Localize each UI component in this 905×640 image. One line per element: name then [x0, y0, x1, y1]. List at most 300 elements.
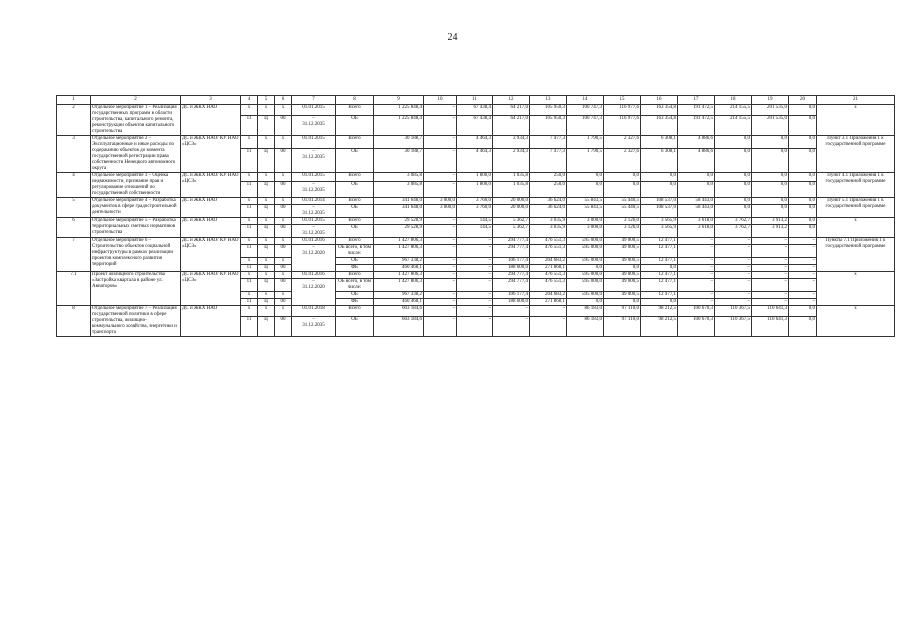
amount-col-19: 0,0 — [752, 136, 789, 149]
amount-col-14: 595 000,0 — [567, 279, 604, 292]
amount-col-19: 201 535,0 — [752, 115, 789, 135]
amount-col-18: – — [715, 258, 752, 265]
code-program: х — [258, 218, 275, 225]
amount-col-20: 0,0 — [789, 105, 817, 116]
amount-col-15: 116 977,6 — [604, 115, 641, 135]
amount-col-16: 6 308,1 — [641, 136, 678, 149]
funding-source: Всего — [336, 218, 374, 225]
amount-col-11: 3 760,0 — [457, 198, 493, 205]
period-cell: 01.01.2016 — [292, 238, 336, 245]
amount-col-15: 116 977,6 — [604, 105, 641, 116]
amount-col-14: 0,0 — [567, 173, 604, 182]
amount-col-17: 3 618,0 — [678, 225, 715, 238]
amount-col-12: 64 217,0 — [493, 105, 530, 116]
amount-col-10: – — [424, 272, 457, 279]
amount-col-9: 29 528,9 — [374, 225, 424, 238]
amount-col-9: 1 427 806,3 — [374, 238, 424, 245]
table-row — [57, 136, 895, 149]
code-program: х — [258, 306, 275, 317]
amount-col-11: – — [457, 292, 493, 299]
executor: ДС и ЖКХ НАО — [181, 306, 241, 337]
amount-col-16: 3 565,9 — [641, 225, 678, 238]
period-cell: – 31.12.2035 — [292, 115, 336, 135]
amount-col-12: – — [493, 316, 530, 336]
amount-col-11: – — [457, 316, 493, 336]
funding-source: Всего — [336, 105, 374, 116]
amount-col-15: 2 327,6 — [604, 136, 641, 149]
amount-col-9: 967 338,2 — [374, 258, 424, 265]
row-number: 5 — [57, 198, 91, 218]
column-number-12: 12 — [493, 96, 530, 105]
period-cell: – 31.12.2035 — [292, 148, 336, 172]
amount-col-18: – — [715, 272, 752, 279]
amount-col-14: 595 000,0 — [567, 258, 604, 265]
code-subprogram: х — [275, 306, 292, 317]
row-number: 4 — [57, 173, 91, 198]
amount-col-18: 214 155,5 — [715, 115, 752, 135]
budget-table — [56, 95, 895, 337]
amount-col-19: 201 535,0 — [752, 105, 789, 116]
code-subprogram: 00 — [275, 148, 292, 172]
amount-col-9: 341 648,0 — [374, 198, 424, 205]
amount-col-16: 0,0 — [641, 265, 678, 272]
code-subprogram: 00 — [275, 225, 292, 238]
amount-col-20: 0,0 — [789, 218, 817, 225]
amount-col-11: 144,5 — [457, 225, 493, 238]
amount-col-10: – — [424, 173, 457, 182]
amount-col-20: – — [789, 238, 817, 245]
amount-col-16: 12 477,1 — [641, 279, 678, 292]
executor: ДС и ЖКХ НАО — [181, 198, 241, 218]
column-number-17: 17 — [678, 96, 715, 105]
amount-col-20: 0,0 — [789, 316, 817, 336]
code-program: х — [258, 198, 275, 205]
code-section: 11 — [241, 265, 258, 272]
amount-col-12: 64 217,0 — [493, 115, 530, 135]
amount-col-16: 108 537,0 — [641, 205, 678, 218]
column-number-16: 16 — [641, 96, 678, 105]
amount-col-12: 5 362,7 — [493, 225, 530, 238]
period-cell: – 31.12.2035 — [292, 205, 336, 218]
amount-col-17: – — [678, 272, 715, 279]
amount-col-18: – — [715, 238, 752, 245]
amount-col-16: 12 477,1 — [641, 245, 678, 258]
amount-col-19: – — [752, 258, 789, 265]
amount-col-13: 7 477,3 — [530, 136, 567, 149]
amount-col-17: – — [678, 238, 715, 245]
code-subprogram: 00 — [275, 279, 292, 292]
code-section: х — [241, 173, 258, 182]
amount-col-16: 12 477,1 — [641, 238, 678, 245]
period-cell: – 31.12.2020 — [292, 245, 336, 272]
funding-source: Всего — [336, 173, 374, 182]
table-row — [57, 105, 895, 116]
amount-col-18: 0,0 — [715, 136, 752, 149]
amount-col-14: 100 747,3 — [567, 115, 604, 135]
code-program: Ц — [258, 205, 275, 218]
amount-col-20: – — [789, 258, 817, 265]
note: Пункт 3.1 Приложения 1 к государственной программе — [817, 136, 895, 173]
amount-col-9: 1 427 806,3 — [374, 272, 424, 279]
amount-col-15: 49 000,5 — [604, 245, 641, 258]
amount-col-11: – — [457, 299, 493, 306]
amount-col-15: 0,0 — [604, 265, 641, 272]
code-section: 11 — [241, 205, 258, 218]
amount-col-17: – — [678, 258, 715, 265]
amount-col-16: 0,0 — [641, 299, 678, 306]
column-number-2: 2 — [91, 96, 181, 105]
amount-col-20: 0,0 — [789, 225, 817, 238]
amount-col-9: 30 188,7 — [374, 148, 424, 172]
amount-col-11: – — [457, 258, 493, 265]
code-subprogram: х — [275, 105, 292, 116]
amount-col-13: 476 551,3 — [530, 279, 567, 292]
table-row — [57, 218, 895, 225]
amount-col-11: – — [457, 279, 493, 292]
event-name: Отдельное мероприятие 3 – Оценка недвижимости, признание прав и регулирование отношений по государственной собственности — [91, 173, 181, 198]
amount-col-16: 98 212,5 — [641, 316, 678, 336]
amount-col-15: 49 000,5 — [604, 292, 641, 299]
amount-col-11: – — [457, 272, 493, 279]
amount-col-12: 188 600,0 — [493, 265, 530, 272]
amount-col-11: – — [457, 238, 493, 245]
funding-source: ОБ — [336, 148, 374, 172]
code-section: х — [241, 218, 258, 225]
amount-col-10: – — [424, 238, 457, 245]
amount-col-19: 3 913,2 — [752, 218, 789, 225]
amount-col-12: 294 777,4 — [493, 272, 530, 279]
amount-col-13: – — [530, 306, 567, 317]
amount-col-16: 12 477,1 — [641, 292, 678, 299]
code-section: х — [241, 258, 258, 265]
row-number: 8 — [57, 306, 91, 337]
amount-col-20: 0,0 — [789, 205, 817, 218]
column-number-5: 5 — [258, 96, 275, 105]
code-program: х — [258, 105, 275, 116]
amount-col-12: 294 777,4 — [493, 245, 530, 258]
code-section: х — [241, 105, 258, 116]
amount-col-9: 30 188,7 — [374, 136, 424, 149]
amount-col-9: 3 085,8 — [374, 181, 424, 197]
amount-col-15: 49 000,5 — [604, 272, 641, 279]
amount-col-19: 0,0 — [752, 173, 789, 182]
amount-col-18: 3 762,7 — [715, 225, 752, 238]
budget-table-body — [57, 96, 895, 337]
funding-source: Всего — [336, 238, 374, 245]
code-section: х — [241, 272, 258, 279]
amount-col-18: – — [715, 245, 752, 258]
amount-col-20: – — [789, 279, 817, 292]
code-section: 11 — [241, 299, 258, 306]
code-section: 11 — [241, 279, 258, 292]
row-number: 7.1 — [57, 272, 91, 306]
amount-col-9: 3 085,8 — [374, 173, 424, 182]
code-program: Ц — [258, 279, 275, 292]
amount-col-17: 191 472,5 — [678, 105, 715, 116]
funding-source: Всего — [336, 136, 374, 149]
amount-col-16: 0,0 — [641, 181, 678, 197]
code-program: х — [258, 136, 275, 149]
amount-col-20: 0,0 — [789, 181, 817, 197]
amount-col-14: 1 790,5 — [567, 148, 604, 172]
amount-col-9: 1 427 806,3 — [374, 279, 424, 292]
executor: ДС и ЖКХ НАО — [181, 218, 241, 238]
note: Пункты 7.1 Приложения 1 к государственной программе — [817, 238, 895, 272]
amount-col-10: – — [424, 299, 457, 306]
code-subprogram: 00 — [275, 245, 292, 258]
amount-col-20: – — [789, 292, 817, 299]
amount-col-16: 163 354,8 — [641, 115, 678, 135]
code-section: 11 — [241, 316, 258, 336]
code-subprogram: х — [275, 292, 292, 299]
amount-col-18: 0,0 — [715, 198, 752, 205]
funding-source: ОБ всего, в том числе: — [336, 279, 374, 292]
amount-col-15: 0,0 — [604, 173, 641, 182]
amount-col-14: 1 790,5 — [567, 136, 604, 149]
amount-col-10: 3 000,0 — [424, 198, 457, 205]
amount-col-10: – — [424, 292, 457, 299]
row-number: 6 — [57, 218, 91, 238]
amount-col-10: 3 000,0 — [424, 205, 457, 218]
amount-col-20: 0,0 — [789, 173, 817, 182]
amount-col-16: 6 308,1 — [641, 148, 678, 172]
amount-col-19: 3 913,2 — [752, 225, 789, 238]
amount-col-10: – — [424, 306, 457, 317]
funding-source: Всего — [336, 306, 374, 317]
code-program: Ц — [258, 115, 275, 135]
event-name: Отдельное мероприятие 1 – Реализация государственных программ в области строительства, капитального ремонта, реконструкции объектов капитального строительства — [91, 105, 181, 136]
amount-col-20: 0,0 — [789, 198, 817, 205]
amount-col-20: 0,0 — [789, 136, 817, 149]
amount-col-9: 460 468,1 — [374, 265, 424, 272]
amount-col-10: – — [424, 279, 457, 292]
code-section: х — [241, 136, 258, 149]
code-subprogram: 00 — [275, 205, 292, 218]
funding-source: Всего — [336, 198, 374, 205]
amount-col-17: 100 670,3 — [678, 306, 715, 317]
row-number: 7 — [57, 238, 91, 272]
column-number-6: 6 — [275, 96, 292, 105]
amount-col-20: – — [789, 299, 817, 306]
amount-col-18: 3 762,7 — [715, 218, 752, 225]
amount-col-20: 0,0 — [789, 148, 817, 172]
code-subprogram: х — [275, 258, 292, 265]
amount-col-19: 0,0 — [752, 198, 789, 205]
amount-col-9: 967 338,2 — [374, 292, 424, 299]
amount-col-14: 595 000,0 — [567, 272, 604, 279]
amount-col-18: – — [715, 279, 752, 292]
executor: ДС и ЖКХ НАО/ КУ НАО «ЦСЗ» — [181, 238, 241, 272]
amount-col-10: – — [424, 265, 457, 272]
funding-source: ОБ — [336, 181, 374, 197]
amount-col-15: 0,0 — [604, 299, 641, 306]
executor: ДС и ЖКХ НАО — [181, 105, 241, 136]
code-subprogram: х — [275, 173, 292, 182]
event-name: Отдельное мероприятие 7 – Реализация государственной политики в сфере строительства, жилищно-коммунального хозяйства, энергетики и транспорта — [91, 306, 181, 337]
amount-col-13: 476 551,3 — [530, 245, 567, 258]
event-name: Проект жилищного строительства «Застройка квартала в районе ул. Авиаторов» — [91, 272, 181, 306]
amount-col-14: 595 000,0 — [567, 238, 604, 245]
code-program: Ц — [258, 316, 275, 336]
amount-col-10: – — [424, 181, 457, 197]
code-section: х — [241, 238, 258, 245]
amount-col-11: – — [457, 245, 493, 258]
amount-col-10: – — [424, 316, 457, 336]
amount-col-11: – — [457, 306, 493, 317]
period-cell: 01.01.2016 — [292, 272, 336, 279]
amount-col-12: 294 777,4 — [493, 279, 530, 292]
note: х — [817, 306, 895, 337]
amount-col-12: 2 934,3 — [493, 148, 530, 172]
amount-col-15: 97 110,0 — [604, 316, 641, 336]
period-cell: – 31.12.2035 — [292, 225, 336, 238]
amount-col-14: 0,0 — [567, 265, 604, 272]
code-subprogram: х — [275, 136, 292, 149]
amount-col-11: 4 464,3 — [457, 148, 493, 172]
amount-col-10: – — [424, 258, 457, 265]
amount-col-19: – — [752, 265, 789, 272]
column-number-15: 15 — [604, 96, 641, 105]
amount-col-9: 1 225 848,4 — [374, 115, 424, 135]
amount-col-12: 1 035,8 — [493, 173, 530, 182]
amount-col-19: 110 641,3 — [752, 316, 789, 336]
column-number-3: 3 — [181, 96, 241, 105]
amount-col-10: – — [424, 105, 457, 116]
column-number-1: 1 — [57, 96, 91, 105]
code-section: 11 — [241, 148, 258, 172]
amount-col-17: 0,0 — [678, 181, 715, 197]
amount-col-12: – — [493, 306, 530, 317]
amount-col-14: 55 843,5 — [567, 198, 604, 205]
code-section: х — [241, 198, 258, 205]
amount-col-12: 188 600,0 — [493, 299, 530, 306]
amount-col-18: 0,0 — [715, 205, 752, 218]
code-program: х — [258, 258, 275, 265]
amount-col-15: 97 110,0 — [604, 306, 641, 317]
code-section: 11 — [241, 115, 258, 135]
amount-col-19: 0,0 — [752, 205, 789, 218]
code-subprogram: х — [275, 218, 292, 225]
amount-col-13: – — [530, 316, 567, 336]
amount-col-19: – — [752, 245, 789, 258]
page-number: 24 — [447, 32, 458, 43]
amount-col-9: 341 648,0 — [374, 205, 424, 218]
amount-col-14: 3 000,0 — [567, 225, 604, 238]
amount-col-18: 214 155,5 — [715, 105, 752, 116]
amount-col-19: 0,0 — [752, 148, 789, 172]
note: Пункт 5.1 Приложения 1 к государственной программе — [817, 198, 895, 218]
budget-table-wrapper — [56, 95, 895, 337]
amount-col-19: – — [752, 272, 789, 279]
amount-col-13: 3 035,9 — [530, 225, 567, 238]
column-number-4: 4 — [241, 96, 258, 105]
amount-col-17: 58 443,0 — [678, 205, 715, 218]
amount-col-17: 100 670,3 — [678, 316, 715, 336]
amount-col-14: 86 183,0 — [567, 316, 604, 336]
amount-col-14: 595 000,0 — [567, 245, 604, 258]
amount-col-16: 163 354,8 — [641, 105, 678, 116]
table-row — [57, 272, 895, 279]
amount-col-12: 5 362,7 — [493, 218, 530, 225]
table-row — [57, 306, 895, 317]
table-row — [57, 238, 895, 245]
amount-col-13: 105 950,3 — [530, 105, 567, 116]
amount-col-15: 49 000,5 — [604, 258, 641, 265]
code-subprogram: 00 — [275, 181, 292, 197]
amount-col-13: 271 868,1 — [530, 265, 567, 272]
amount-col-10: – — [424, 115, 457, 135]
amount-col-17: – — [678, 265, 715, 272]
funding-source: ФБ — [336, 265, 374, 272]
column-number-14: 14 — [567, 96, 604, 105]
code-program: Ц — [258, 299, 275, 306]
amount-col-19: 110 641,3 — [752, 306, 789, 317]
column-number-10: 10 — [424, 96, 457, 105]
amount-col-9: 1 225 848,4 — [374, 105, 424, 116]
amount-col-10: – — [424, 148, 457, 172]
code-program: Ц — [258, 265, 275, 272]
column-number-9: 9 — [374, 96, 424, 105]
code-program: х — [258, 272, 275, 279]
amount-col-11: 67 438,4 — [457, 105, 493, 116]
amount-col-15: 3 126,0 — [604, 225, 641, 238]
amount-col-13: 204 683,2 — [530, 258, 567, 265]
amount-col-19: – — [752, 299, 789, 306]
amount-col-12: 20 000,0 — [493, 205, 530, 218]
code-section: 11 — [241, 225, 258, 238]
amount-col-19: – — [752, 238, 789, 245]
code-section: 11 — [241, 181, 258, 197]
code-program: х — [258, 292, 275, 299]
funding-source: ФБ — [336, 299, 374, 306]
row-number: 3 — [57, 136, 91, 173]
column-number-11: 11 — [457, 96, 493, 105]
amount-col-17: – — [678, 245, 715, 258]
amount-col-9: 29 528,9 — [374, 218, 424, 225]
period-cell: 01.01.2015 — [292, 105, 336, 116]
amount-col-13: 36 624,0 — [530, 205, 567, 218]
amount-col-9: 603 184,6 — [374, 306, 424, 317]
amount-col-14: 55 843,5 — [567, 205, 604, 218]
funding-source: ОБ — [336, 205, 374, 218]
row-number: 2 — [57, 105, 91, 136]
amount-col-11: 3 760,0 — [457, 205, 493, 218]
amount-col-13: 204 683,2 — [530, 292, 567, 299]
amount-col-18: 110 367,5 — [715, 316, 752, 336]
amount-col-20: – — [789, 272, 817, 279]
event-name: Отдельное мероприятие 5 – Разработка территориальных сметных нормативов строительства — [91, 218, 181, 238]
amount-col-15: 49 000,5 — [604, 279, 641, 292]
funding-source: ОБ — [336, 115, 374, 135]
amount-col-12: 294 777,4 — [493, 238, 530, 245]
amount-col-12: 106 177,4 — [493, 292, 530, 299]
amount-col-11: 1 800,0 — [457, 173, 493, 182]
amount-col-17: 0,0 — [678, 173, 715, 182]
amount-col-13: 250,0 — [530, 173, 567, 182]
funding-source: Всего — [336, 272, 374, 279]
amount-col-11: 4 464,3 — [457, 136, 493, 149]
amount-col-11: 144,5 — [457, 218, 493, 225]
table-row — [57, 173, 895, 182]
column-number-8: 8 — [336, 96, 374, 105]
amount-col-15: 0,0 — [604, 181, 641, 197]
amount-col-9: 1 427 806,3 — [374, 245, 424, 258]
amount-col-16: 3 565,9 — [641, 218, 678, 225]
code-program: Ц — [258, 225, 275, 238]
funding-source: ОБ — [336, 292, 374, 299]
executor: ДС и ЖКХ НАО/ КУ НАО «ЦСЗ» — [181, 173, 241, 198]
code-subprogram: 00 — [275, 265, 292, 272]
